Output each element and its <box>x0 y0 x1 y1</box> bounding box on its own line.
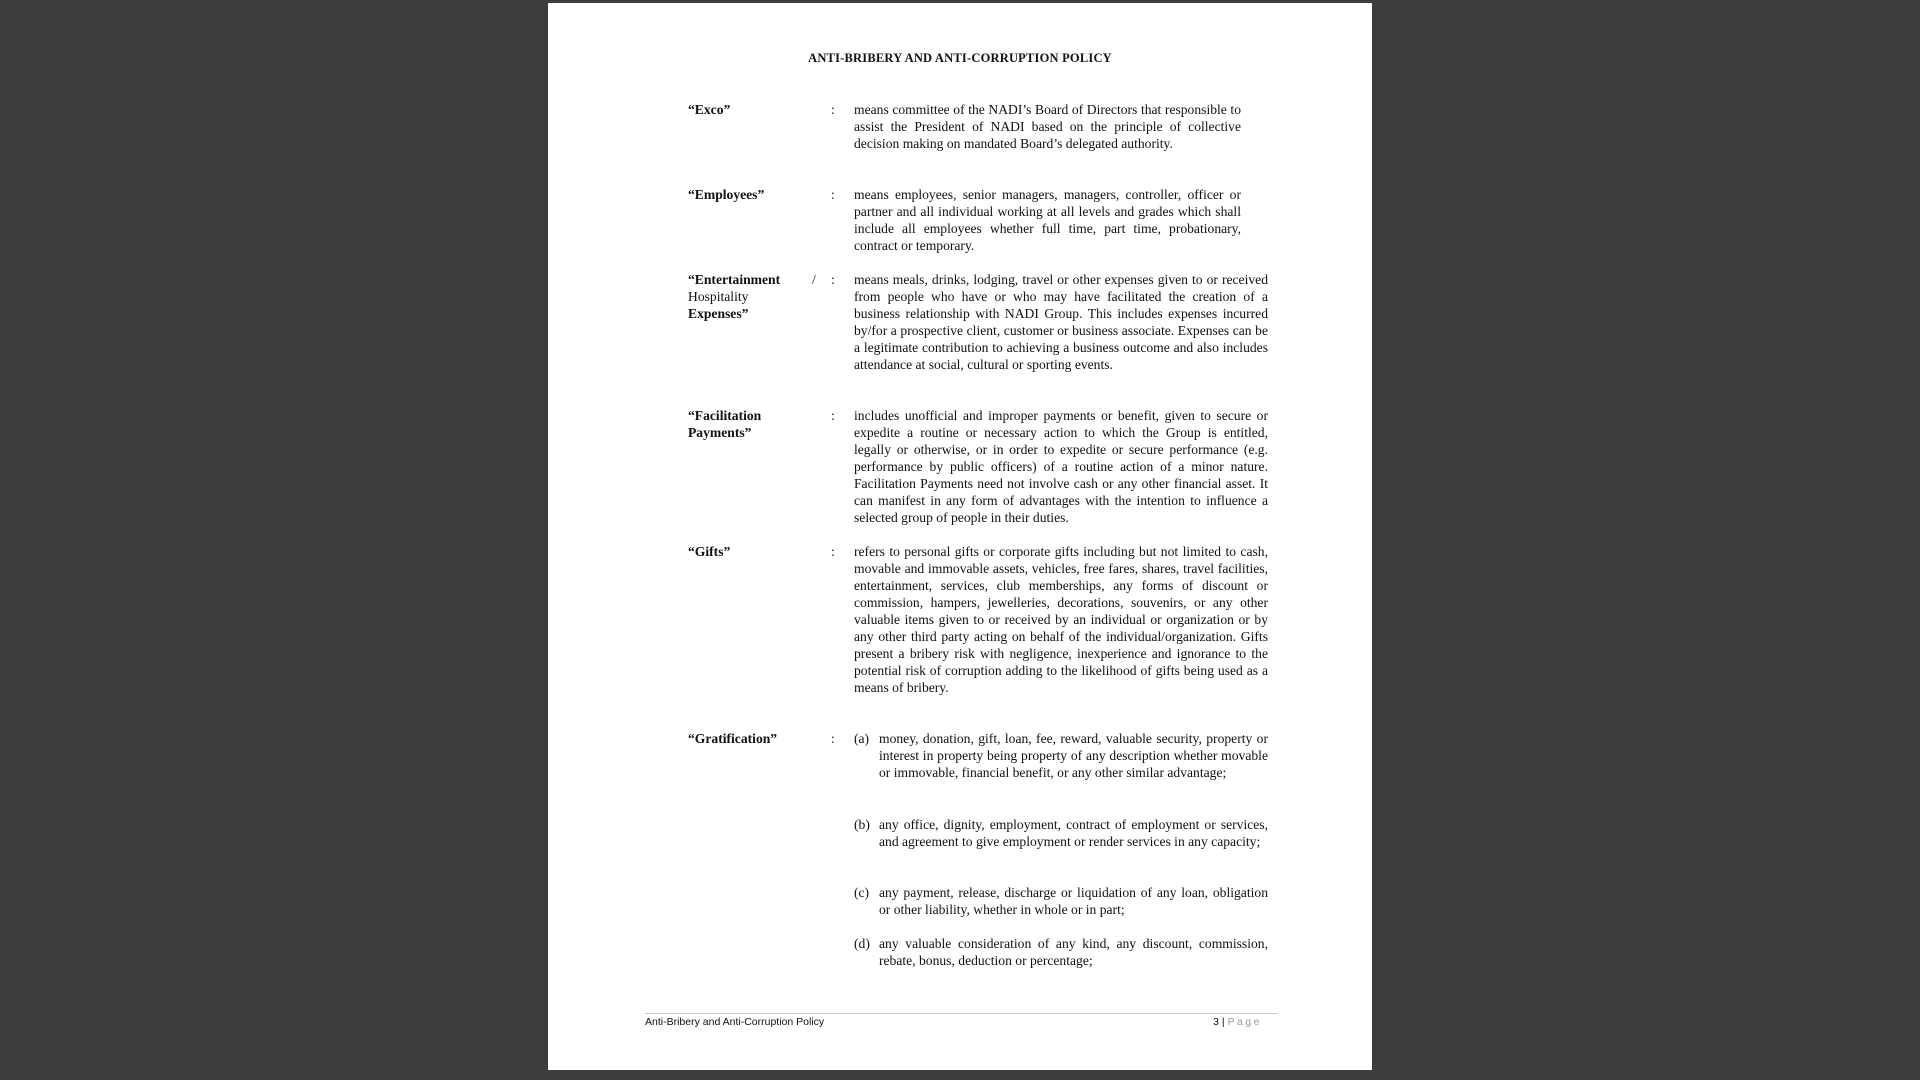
colon: : <box>831 408 835 423</box>
term-line-2: Hospitality <box>688 289 749 304</box>
list-item-label: (d) <box>854 936 870 951</box>
list-item-text: any office, dignity, employment, contract of employment or services, and agreement to give employment or render services in any capacity; <box>879 817 1268 849</box>
term-line-1: “Entertainment <box>688 272 781 287</box>
term-text: “Exco” <box>688 102 731 117</box>
term-label <box>688 186 808 203</box>
definition-text: means meals, drinks, lodging, travel or other expenses given to or received from people who have or who may have facilitated the creation of a business relationship with NADI Group. This includes expenses incurred by/for a prospective client, customer or business associate. Expenses can be a legitimate contribution to achieving a business outcome and also includes attendance at social, cultural or sporting events. <box>854 272 1268 372</box>
term-label <box>688 101 808 118</box>
colon: : <box>831 731 835 746</box>
colon: : <box>831 187 835 202</box>
list-item-label: (b) <box>854 817 870 832</box>
document-page <box>548 3 1372 1070</box>
definition-text: refers to personal gifts or corporate gifts including but not limited to cash, movable and immovable assets, vehicles, free fares, shares, travel facilities, entertainment, services, club memberships, any forms of discount or commission, hampers, jewelleries, decorations, souvenirs, or any other valuable items given to or received by an individual or organization or by any other third party acting on behalf of the individual/organization. Gifts present a bribery risk with negligence, inexperience and ignorance to the potential risk of corruption adding to the likelihood of gifts being used as a means of bribery. <box>854 544 1268 695</box>
term-slash: / <box>812 272 816 287</box>
term-text: “Employees” <box>688 187 765 202</box>
term-text: “Gratification” <box>688 731 778 746</box>
page-number: 3 <box>1213 1016 1219 1028</box>
term-line-1: “Facilitation <box>688 408 762 423</box>
list-item-text: any valuable consideration of any kind, any discount, commission, rebate, bonus, deduction or percentage; <box>879 936 1268 968</box>
list-item-label: (c) <box>854 885 870 900</box>
colon: : <box>831 272 835 287</box>
definition-text: includes unofficial and improper payments or benefit, given to secure or expedite a routine or necessary action to which the Group is entitled, legally or otherwise, or in order to expedite or secure performance (e.g. performance by public officers) of a routine action of a minor nature. Facilitation Payments need not involve cash or any other financial asset. It can manifest in any form of advantages with the intention to influence a selected group of people in their duties. <box>854 408 1268 525</box>
term-label <box>688 407 808 441</box>
colon: : <box>831 544 835 559</box>
definition-text: means committee of the NADI’s Board of Directors that responsible to assist the President of NADI based on the principle of collective decision making on mandated Board’s delegated authority. <box>854 102 1241 151</box>
term-line-3: Expenses” <box>688 306 749 321</box>
term-text: “Gifts” <box>688 544 731 559</box>
document-title: ANTI-BRIBERY AND ANTI-CORRUPTION POLICY <box>808 51 1112 65</box>
list-item-text: money, donation, gift, loan, fee, reward, valuable security, property or interest in property being property of any description whether movable or immovable, financial benefit, or any other similar advantage; <box>879 731 1268 780</box>
footer-page-number <box>1213 1016 1262 1028</box>
page-word: Page <box>1227 1016 1262 1028</box>
list-item-label: (a) <box>854 731 870 746</box>
list-item-text: any payment, release, discharge or liquidation of any loan, obligation or other liability, whether in whole or in part; <box>879 885 1268 917</box>
footer-divider <box>645 1013 1277 1014</box>
colon: : <box>831 102 835 117</box>
term-label <box>688 543 808 560</box>
term-line-2: Payments” <box>688 425 752 440</box>
page-separator: | <box>1221 1016 1225 1028</box>
term-label <box>688 271 808 322</box>
footer-document-name: Anti-Bribery and Anti-Corruption Policy <box>645 1016 825 1028</box>
term-label <box>688 730 808 747</box>
definition-text: means employees, senior managers, managers, controller, officer or partner and all individual working at all levels and grades which shall include all employees whether full time, part time, probationary, contract or temporary. <box>854 187 1241 253</box>
